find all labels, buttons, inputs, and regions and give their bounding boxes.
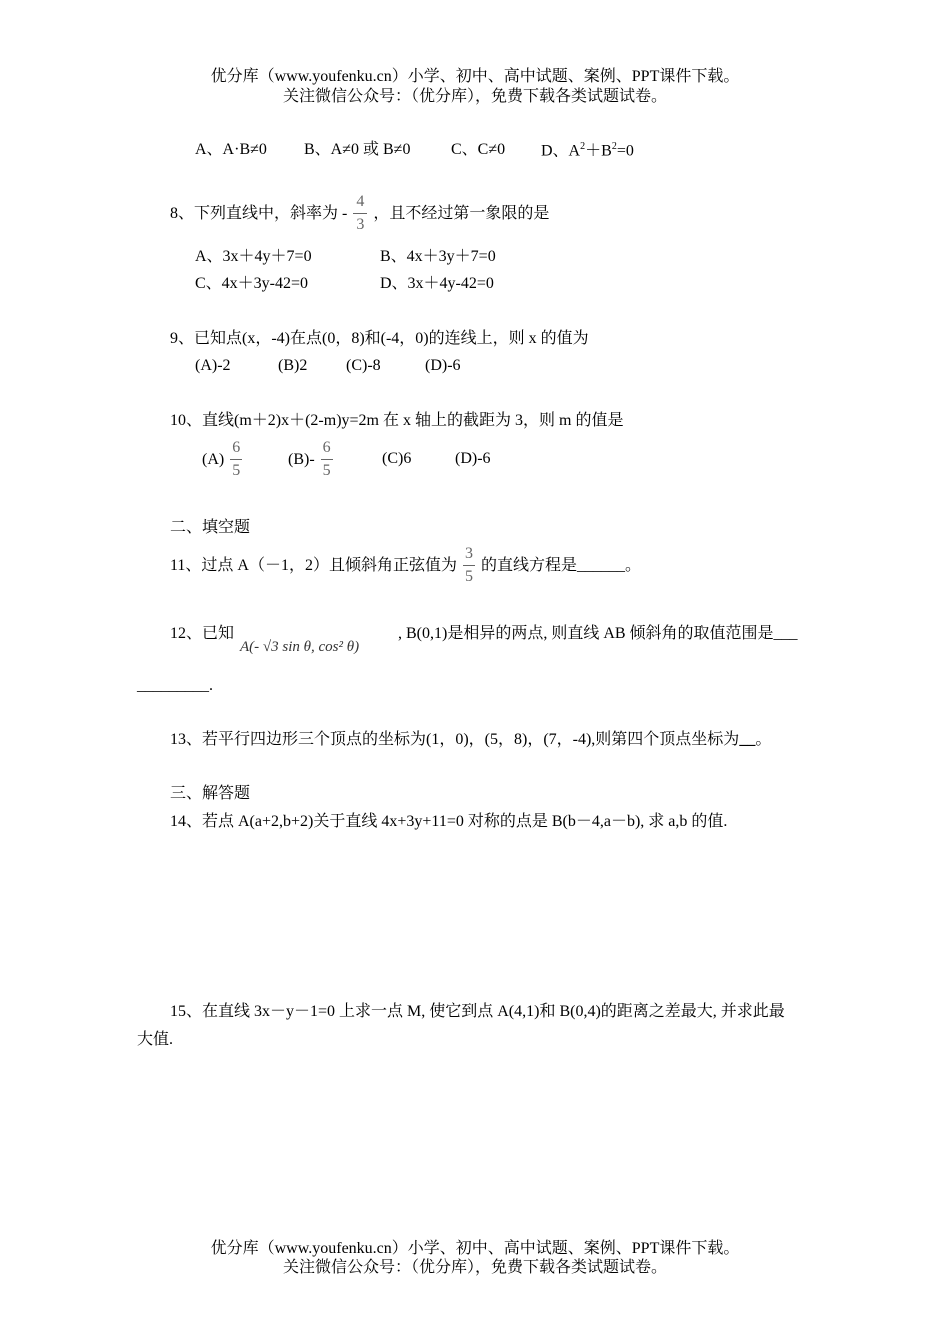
section-solution-heading: 三、解答题: [170, 785, 251, 802]
question-12-suffix: , B(0,1)是相异的两点, 则直线 AB 倾斜角的取值范围是___: [398, 625, 798, 642]
footer-line-1: 优分库（www.youfenku.cn）小学、初中、高中试题、案例、PPT课件下载。: [210, 1240, 740, 1257]
q11-answer-blank: ______: [576, 556, 625, 574]
q10-option-a: (A) $\frac{6}{5}$: [202, 439, 241, 479]
q11-fraction: $\frac{3}{5}$: [464, 545, 473, 585]
header-line-2: 关注微信公众号：（优分库），免费下载各类试题试卷。: [282, 88, 667, 105]
q10-option-b: (B)- $\frac{6}{5}$: [288, 439, 331, 479]
q8-fraction: $\frac{4}{3}$: [353, 194, 367, 233]
question-8-stem: 8、下列直线中，斜率为 - $\frac{4}{3}$ ，且不经过第一象限的是: [170, 193, 550, 233]
q13-answer-blank: __: [739, 731, 756, 748]
q10-a-fraction: $\frac{6}{5}$: [232, 439, 241, 479]
section-fill-in-heading: 二、填空题: [170, 519, 251, 536]
q12-answer-blank: _________.: [137, 677, 213, 694]
question-13-stem: 13、若平行四边形三个顶点的坐标为(1，0)，(5，8)，(7，-4),则第四个顶点坐标为__。: [170, 731, 772, 748]
q9-option-a: (A)-2: [195, 357, 231, 374]
q9-option-c: (C)-8: [346, 357, 381, 374]
q9-option-b: (B)2: [278, 357, 308, 374]
question-11-stem: 11、过点 A（－1，2）且倾斜角正弦值为 $\frac{3}{5}$ 的直线方程是______。: [170, 545, 641, 585]
q10-b-fraction: $\frac{6}{5}$: [322, 439, 331, 479]
question-10-stem: 10、直线(m＋2)x＋(2-m)y=2m 在 x 轴上的截距为 3，则 m 的值是: [170, 412, 624, 429]
q10-option-c: (C)6: [382, 450, 412, 467]
q7-option-c: C、C≠0: [451, 141, 506, 158]
question-14-stem: 14、若点 A(a+2,b+2)关于直线 4x+3y+11=0 对称的点是 B(b－4,a－b), 求 a,b 的值.: [170, 813, 728, 830]
q8-option-a: A、3x＋4y＋7=0: [195, 248, 312, 265]
q8-option-d: D、3x＋4y-42=0: [380, 275, 494, 292]
q7-option-d: D、$A^2+B^2=0$: [541, 141, 634, 160]
q10-option-d: (D)-6: [455, 450, 491, 467]
q7-option-a: A、A·B≠0: [195, 141, 267, 158]
question-15-line-2: 大值.: [137, 1031, 174, 1048]
q8-option-c: C、4x＋3y-42=0: [195, 275, 309, 292]
q9-option-d: (D)-6: [425, 357, 461, 374]
question-12-prefix: 12、已知: [170, 625, 235, 642]
q7-option-b: B、A≠0 或 B≠0: [304, 141, 411, 158]
q12-formula: A(- √3 sin θ, cos² θ): [240, 639, 360, 655]
question-9-stem: 9、已知点(x，-4)在点(0，8)和(-4，0)的连线上，则 x 的值为: [170, 330, 589, 347]
header-line-1: 优分库（www.youfenku.cn）小学、初中、高中试题、案例、PPT课件下载。: [210, 68, 740, 85]
question-15-line-1: 15、在直线 3x－y－1=0 上求一点 M, 使它到点 A(4,1)和 B(0,4)的距离之差最大, 并求此最: [170, 1003, 785, 1020]
footer-line-2: 关注微信公众号：（优分库），免费下载各类试题试卷。: [282, 1259, 667, 1276]
q8-option-b: B、4x＋3y＋7=0: [380, 248, 496, 265]
